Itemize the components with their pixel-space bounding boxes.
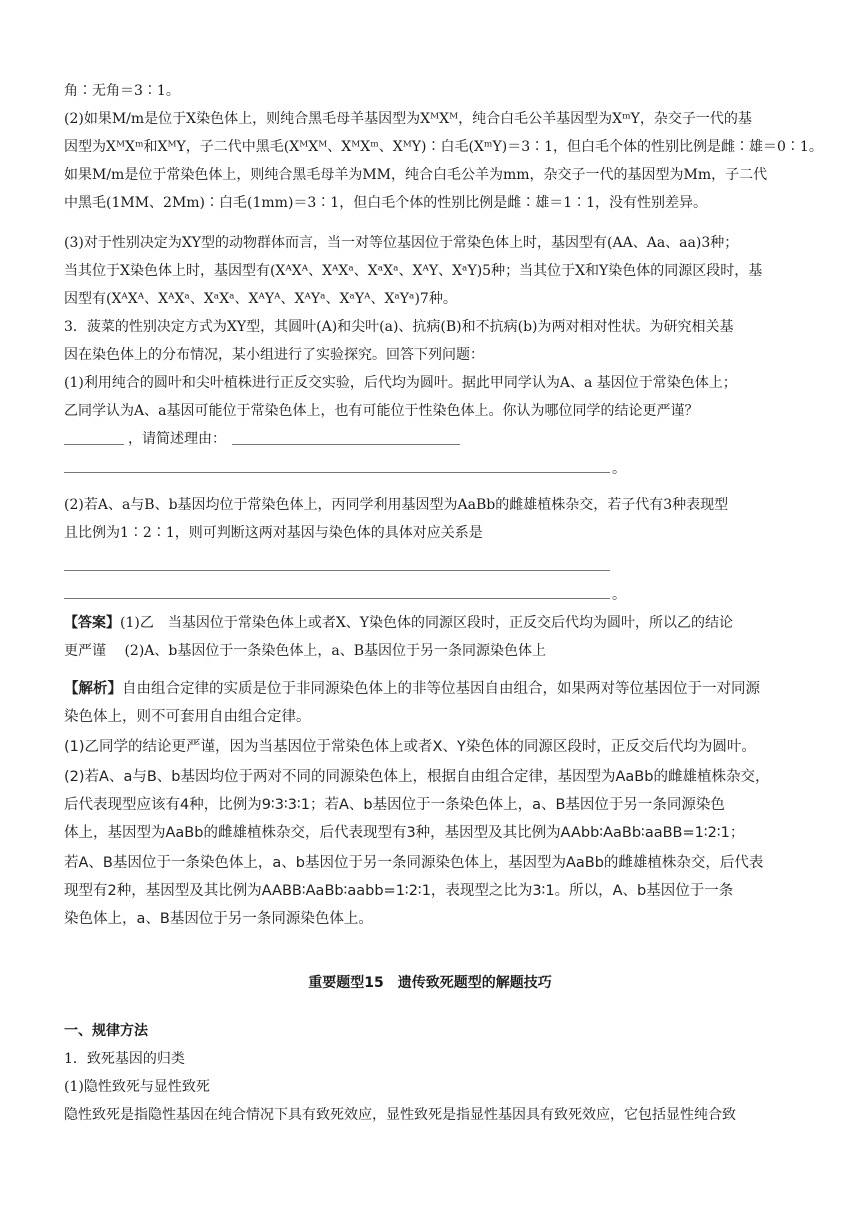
- text-line: 因型有(XᴬXᴬ、XᴬXᵃ、XᵃXᵃ、XᴬYᴬ、XᴬYᵃ、XᵃYᴬ、XᵃYᵃ)7种。: [64, 291, 457, 307]
- question-stem: 因在染色体上的分布情况，某小组进行了实验探究。回答下列问题：: [64, 347, 484, 363]
- answer-blank: [64, 444, 124, 445]
- question-stem: 3．菠菜的性别决定方式为XY型，其圆叶(A)和尖叶(a)、抗病(B)和不抗病(b)为两对相对性状。为研究相关基: [64, 319, 734, 335]
- text-line: (2)如果M/m是位于X染色体上，则纯合黑毛母羊基因型为XᴹXᴹ，纯合白毛公羊基因型为XᵐY，杂交子一代的基: [64, 111, 752, 127]
- question-part-1: 乙同学认为A、a基因可能位于常染色体上，也有可能位于性染色体上。你认为哪位同学的结论更严谨？: [64, 403, 699, 419]
- analysis-text: 自由组合定律的实质是位于非同源染色体上的非等位基因自由组合，如果两对等位基因位于一对同源: [122, 681, 760, 697]
- answer-blank: [232, 444, 460, 445]
- text-line: 中黑毛(1MM、2Mm)∶白毛(1mm)＝3∶1，但白毛个体的性别比例是雌∶雄＝1∶1，没有性别差异。: [64, 195, 708, 211]
- text-line: 因型为XᴹXᵐ和XᴹY，子二代中黑毛(XᴹXᴹ、XᴹXᵐ、XᴹY)∶白毛(XᵐY)＝3∶1，但白毛个体的性别比例是雌∶雄＝0∶1。: [64, 139, 823, 155]
- text-line: (3)对于性别决定为XY型的动物群体而言，当一对等位基因位于常染色体上时，基因型有(AA、Aa、aa)3种；: [64, 235, 739, 251]
- text-line: 隐性致死是指隐性基因在纯合情况下具有致死效应，显性致死是指显性基因具有致死效应，它包括显性纯合致: [64, 1107, 736, 1123]
- analysis-line: (2)若A、a与B、b基因均位于两对不同的同源染色体上，根据自由组合定律，基因型为AaBb的雌雄植株杂交，: [64, 769, 770, 785]
- analysis-line: 染色体上，a、B基因位于另一条同源染色体上。: [64, 911, 373, 927]
- question-part-2: 且比例为1∶2∶1，则可判断这两对基因与染色体的具体对应关系是: [64, 525, 483, 541]
- analysis-line: (1)乙同学的结论更严谨，因为当基因位于常染色体上或者X、Y染色体的同源区段时，正反交后代均为圆叶。: [64, 739, 756, 755]
- analysis-line: 若A、B基因位于一条染色体上，a、b基因位于另一条同源染色体上，基因型为AaBb的雌雄植株杂交，后代表: [64, 855, 764, 871]
- text-line: 如果M/m是位于常染色体上，则纯合黑毛母羊为MM，纯合白毛公羊为mm，杂交子一代的基因型为Mm，子二代: [64, 167, 768, 183]
- answer-blank: [64, 598, 610, 599]
- analysis-line: 染色体上，则不可套用自由组合定律。: [64, 709, 311, 725]
- reason-label: ，请简述理由：: [128, 431, 226, 447]
- analysis-line: 体上，基因型为AaBb的雌雄植株杂交，后代表现型有3种，基因型及其比例为AAbb∶AaBb∶aaBB=1∶2∶1；: [64, 825, 745, 841]
- answer-text: (1)乙 当基因位于常染色体上或者X、Y染色体的同源区段时，正反交后代均为圆叶，所以乙的结论: [120, 615, 734, 631]
- section-heading: 一、规律方法: [64, 1023, 148, 1039]
- analysis-line: [64, 680, 760, 698]
- text-line: 角∶无角＝3∶1。: [64, 83, 180, 99]
- answer-blank: [64, 570, 610, 571]
- answer-line: 更严谨 (2)A、b基因位于一条染色体上，a、B基因位于另一条同源染色体上: [64, 643, 546, 659]
- section-title: 重要题型15 遗传致死题型的解题技巧: [308, 975, 552, 991]
- answer-line: [64, 614, 733, 632]
- period: 。: [612, 461, 626, 477]
- text-line: (1)隐性致死与显性致死: [64, 1079, 210, 1095]
- analysis-line: 后代表现型应该有4种，比例为9∶3∶3∶1；若A、b基因位于一条染色体上，a、B基因位于另一条同源染色: [64, 797, 725, 813]
- analysis-line: 现型有2种，基因型及其比例为AABB∶AaBb∶aabb=1∶2∶1，表现型之比为3∶1。所以，A、b基因位于一条: [64, 883, 734, 899]
- answer-tag: 【答案】: [64, 615, 120, 631]
- answer-blank: [64, 472, 610, 473]
- question-part-2: (2)若A、a与B、b基因均位于常染色体上，丙同学利用基因型为AaBb的雌雄植株杂交，若子代有3种表现型: [64, 497, 729, 513]
- analysis-tag: 【解析】: [64, 681, 122, 697]
- question-part-1: (1)利用纯合的圆叶和尖叶植株进行正反交实验，后代均为圆叶。据此甲同学认为A、a 基因位于常染色体上；: [64, 375, 737, 391]
- period: 。: [612, 587, 626, 603]
- text-line: 1．致死基因的归类: [64, 1051, 185, 1067]
- text-line: 当其位于X染色体上时，基因型有(XᴬXᴬ、XᴬXᵃ、XᵃXᵃ、XᴬY、XᵃY)5种；当其位于X和Y染色体的同源区段时，基: [64, 263, 763, 279]
